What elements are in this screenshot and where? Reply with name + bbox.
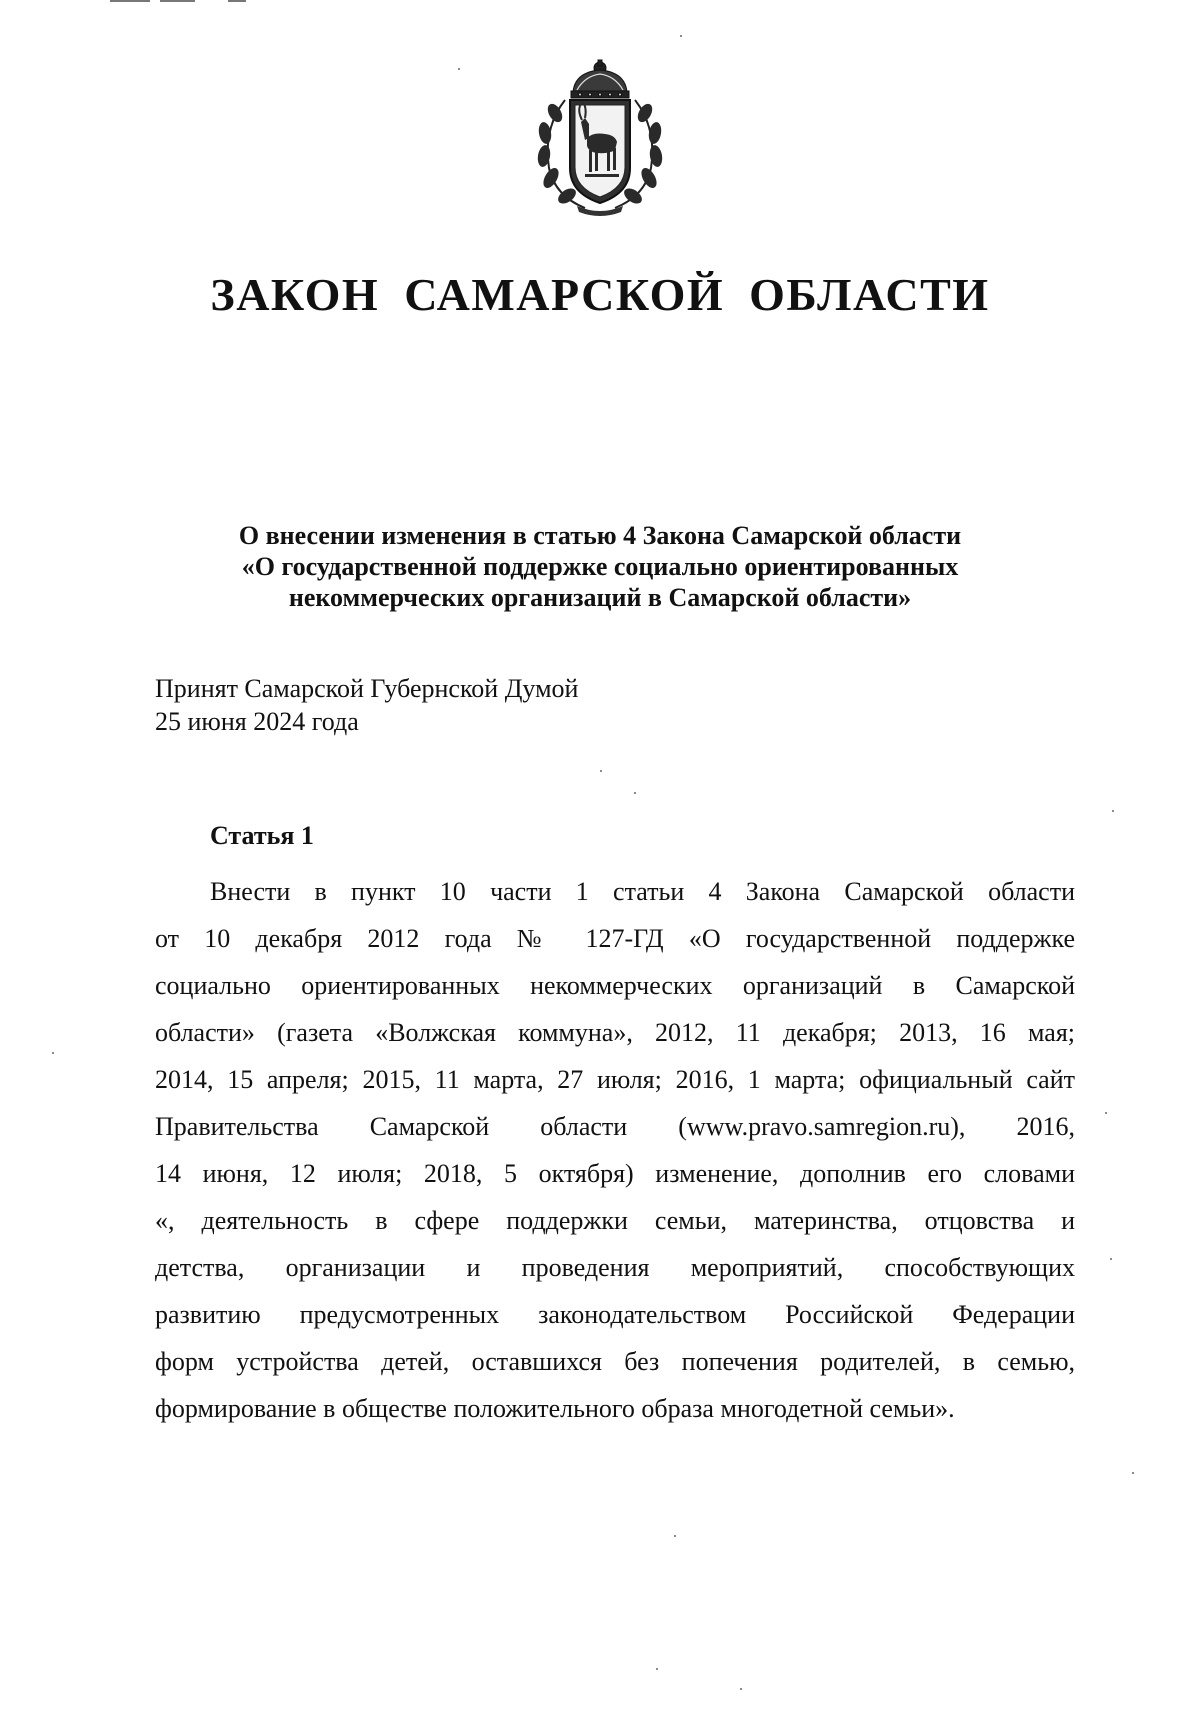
- article-body: [155, 868, 1075, 1432]
- adoption-block: [155, 672, 578, 738]
- scan-speck: [680, 35, 682, 37]
- scan-speck: [600, 770, 602, 772]
- article-text-line: области» (газета «Волжская коммуна», 2012, 11 декабря; 2013, 16 мая;: [155, 1018, 1075, 1047]
- law-heading: ЗАКОН САМАРСКОЙ ОБЛАСТИ: [210, 269, 990, 320]
- scan-speck: [458, 68, 460, 70]
- scan-speck: [674, 1535, 676, 1537]
- article-title: Статья 1: [210, 821, 314, 850]
- scan-artifact: [110, 0, 150, 2]
- scan-artifact: [160, 0, 195, 2]
- article-text-line: Правительства Самарской области (www.pravo.samregion.ru), 2016,: [155, 1112, 1075, 1141]
- adoption-date: 25 июня 2024 года: [155, 707, 359, 736]
- article-text-line: 14 июня, 12 июля; 2018, 5 октября) изменение, дополнив его словами: [155, 1159, 1075, 1188]
- adopted-by: Принят Самарской Губернской Думой: [155, 674, 579, 703]
- scan-speck: [1112, 810, 1114, 812]
- article-text-line: форм устройства детей, оставшихся без попечения родителей, в семью,: [155, 1347, 1075, 1376]
- scan-speck: [634, 792, 636, 794]
- article-text-line: формирование в обществе положительного образа многодетной семьи».: [155, 1394, 955, 1423]
- scan-speck: [1105, 1112, 1107, 1114]
- law-title-line: некоммерческих организаций в Самарской области»: [288, 583, 912, 612]
- article-text-line: социально ориентированных некоммерческих организаций в Самарской: [155, 971, 1075, 1000]
- law-title-block: [100, 520, 1100, 613]
- article-text-line: Внести в пункт 10 части 1 статьи 4 Закона Самарской области: [210, 877, 1075, 906]
- article-text-line: от 10 декабря 2012 года № 127-ГД «О государственной поддержке: [155, 924, 1075, 953]
- scan-speck: [740, 1688, 742, 1690]
- scan-speck: [656, 1668, 658, 1670]
- scan-artifact: [228, 0, 246, 2]
- law-title-line: О внесении изменения в статью 4 Закона Самарской области: [238, 521, 962, 550]
- law-title-line: «О государственной поддержке социально ориентированных: [241, 552, 959, 581]
- scan-speck: [1110, 1258, 1112, 1260]
- article-text-line: детства, организации и проведения мероприятий, способствующих: [155, 1253, 1075, 1282]
- samara-coat-of-arms-icon: [525, 58, 675, 218]
- article-text-line: развитию предусмотренных законодательством Российской Федерации: [155, 1300, 1075, 1329]
- article-text-line: «, деятельность в сфере поддержки семьи, материнства, отцовства и: [155, 1206, 1075, 1235]
- article-text-line: 2014, 15 апреля; 2015, 11 марта, 27 июля; 2016, 1 марта; официальный сайт: [155, 1065, 1075, 1094]
- scan-speck: [52, 1052, 54, 1054]
- scan-speck: [1132, 1472, 1134, 1474]
